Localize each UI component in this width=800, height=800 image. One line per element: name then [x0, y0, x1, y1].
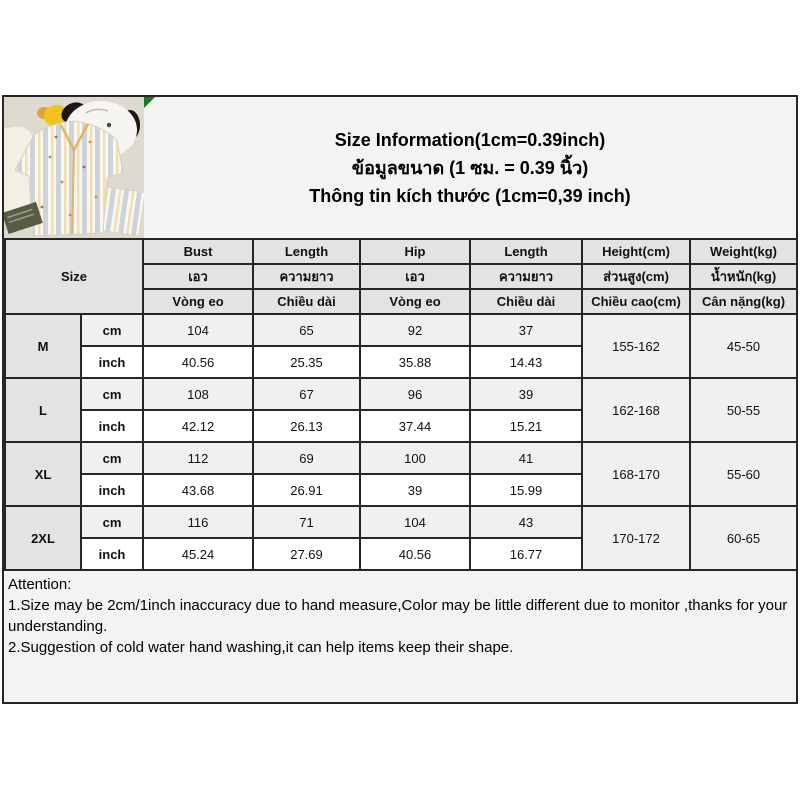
value-cell: 15.21 [470, 410, 582, 442]
value-cell: 92 [360, 314, 470, 346]
header-height-en: Height(cm) [582, 239, 690, 264]
value-cell: 14.43 [470, 346, 582, 378]
value-cell: 100 [360, 442, 470, 474]
table-row-xl-cm [5, 442, 797, 474]
header-length1-th: ความยาว [253, 264, 360, 289]
value-cell: 27.69 [253, 538, 360, 570]
header-length1-vi: Chiều dài [253, 289, 360, 314]
unit-label-cm: cm [81, 442, 143, 474]
weight-range-xl: 55-60 [690, 442, 797, 506]
title-thai: ข้อมูลขนาด (1 ซม. = 0.39 นิ้ว) [351, 157, 589, 178]
unit-label-cm: cm [81, 506, 143, 538]
value-cell: 26.91 [253, 474, 360, 506]
unit-label-cm: cm [81, 314, 143, 346]
header-weight-vi: Cân nặng(kg) [690, 289, 797, 314]
value-cell: 43.68 [143, 474, 253, 506]
size-cell-m: M [5, 314, 81, 378]
header-hip-en: Hip [360, 239, 470, 264]
header-hip-vi: Vòng eo [360, 289, 470, 314]
value-cell: 65 [253, 314, 360, 346]
value-cell: 39 [360, 474, 470, 506]
title-block [144, 97, 796, 238]
value-cell: 15.99 [470, 474, 582, 506]
header-row-english [5, 239, 797, 264]
header-length2-th: ความยาว [470, 264, 582, 289]
header-height-vi: Chiều cao(cm) [582, 289, 690, 314]
header-length1-en: Length [253, 239, 360, 264]
size-header: Size [5, 239, 143, 314]
table-row-l-cm [5, 378, 797, 410]
header-height-th: ส่วนสูง(cm) [582, 264, 690, 289]
header-bust-th: เอว [143, 264, 253, 289]
header-bust-en: Bust [143, 239, 253, 264]
size-cell-l: L [5, 378, 81, 442]
value-cell: 40.56 [360, 538, 470, 570]
header-weight-th: น้ำหนัก(kg) [690, 264, 797, 289]
value-cell: 108 [143, 378, 253, 410]
value-cell: 43 [470, 506, 582, 538]
title-english: Size Information(1cm=0.39inch) [334, 129, 606, 150]
header-length2-en: Length [470, 239, 582, 264]
product-photo [4, 97, 144, 238]
value-cell: 71 [253, 506, 360, 538]
value-cell: 96 [360, 378, 470, 410]
attention-block [8, 574, 794, 658]
unit-label-inch: inch [81, 538, 143, 570]
height-range-2xl: 170-172 [582, 506, 690, 570]
unit-label-inch: inch [81, 346, 143, 378]
value-cell: 26.13 [253, 410, 360, 442]
table-row-2xl-cm [5, 506, 797, 538]
value-cell: 112 [143, 442, 253, 474]
value-cell: 116 [143, 506, 253, 538]
value-cell: 25.35 [253, 346, 360, 378]
table-row-m-cm [5, 314, 797, 346]
weight-range-l: 50-55 [690, 378, 797, 442]
unit-label-inch: inch [81, 474, 143, 506]
header-weight-en: Weight(kg) [690, 239, 797, 264]
title-vietnamese: Thông tin kích thước (1cm=0,39 inch) [309, 185, 631, 206]
value-cell: 39 [470, 378, 582, 410]
attention-note-1: 1.Size may be 2cm/1inch inaccuracy due to hand measure,Color may be little different due to monitor ,thanks for your understanding. [8, 597, 788, 635]
header-bust-vi: Vòng eo [143, 289, 253, 314]
value-cell: 41 [470, 442, 582, 474]
value-cell: 37.44 [360, 410, 470, 442]
attention-heading: Attention: [8, 576, 72, 593]
height-range-xl: 168-170 [582, 442, 690, 506]
height-range-m: 155-162 [582, 314, 690, 378]
value-cell: 35.88 [360, 346, 470, 378]
height-range-l: 162-168 [582, 378, 690, 442]
attention-note-2: 2.Suggestion of cold water hand washing,it can help items keep their shape. [8, 639, 514, 656]
weight-range-m: 45-50 [690, 314, 797, 378]
weight-range-2xl: 60-65 [690, 506, 797, 570]
value-cell: 45.24 [143, 538, 253, 570]
size-cell-2xl: 2XL [5, 506, 81, 570]
header-hip-th: เอว [360, 264, 470, 289]
value-cell: 104 [360, 506, 470, 538]
product-photo-illustration [4, 97, 144, 238]
value-cell: 40.56 [143, 346, 253, 378]
value-cell: 67 [253, 378, 360, 410]
value-cell: 37 [470, 314, 582, 346]
size-cell-xl: XL [5, 442, 81, 506]
unit-label-inch: inch [81, 410, 143, 442]
value-cell: 69 [253, 442, 360, 474]
size-table [4, 238, 798, 571]
header-length2-vi: Chiều dài [470, 289, 582, 314]
value-cell: 16.77 [470, 538, 582, 570]
unit-label-cm: cm [81, 378, 143, 410]
value-cell: 42.12 [143, 410, 253, 442]
content-frame [2, 95, 798, 704]
value-cell: 104 [143, 314, 253, 346]
